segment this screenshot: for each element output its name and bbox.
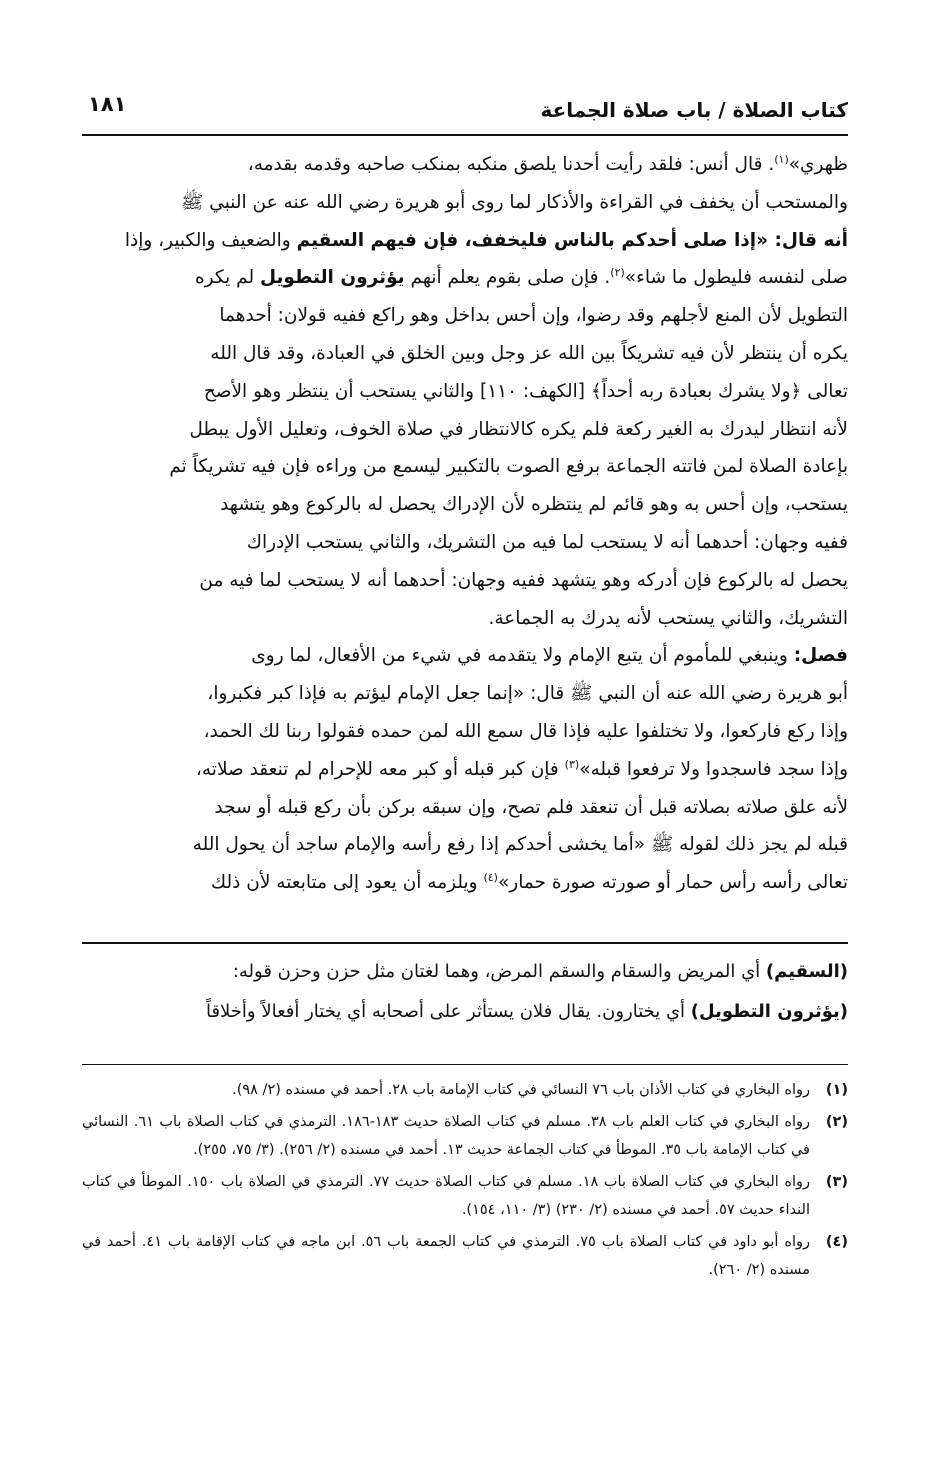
text-line: التطويل لأن المنع لأجلهم وقد رضوا، وإن أحس بداخل وهو راكع ففيه قولان: أحدهما <box>219 305 848 327</box>
footnote <box>82 1076 848 1105</box>
footnote-ref[interactable]: (٣) <box>564 757 580 771</box>
text-line: قبله لم يجز ذلك لقوله ﷺ «أما يخشى أحدكم إذا رفع رأسه والإمام ساجد أن يحول الله <box>192 834 848 856</box>
footnote-text: رواه البخاري في كتاب الصلاة باب ١٨. مسلم في كتاب الصلاة حديث ٧٧. الترمذي في الصلاة باب ١٥٠. الموطأ في كتاب النداء حديث ٥٧. أحمد في مسنده (٢/ ٢٣٠) (٣/ ١١٠، ١٥٤). <box>82 1173 810 1218</box>
text-line: ففيه وجهان: أحدهما أنه لا يستحب لما فيه من التشريك، والثاني يستحب الإدراك <box>246 531 848 553</box>
text-line: بإعادة الصلاة لمن فاتته الجماعة برفع الصوت بالتكبير ليسمع من وراءه فإن فيه تشريكاً ثم <box>169 456 848 478</box>
footnote-ref[interactable]: (٢) <box>610 266 625 280</box>
text-line: وإذا سجد فاسجدوا ولا ترفعوا قبله»$^{(٣)}$ فإن كبر قبله أو كبر معه للإحرام لم تنعقد صلاته، <box>195 757 848 780</box>
glossary-term: (السقيم) <box>765 961 848 982</box>
header-rule <box>82 134 848 136</box>
text-line: وإذا ركع فاركعوا، ولا تختلفوا عليه فإذا قال سمع الله لمن حمده فقولوا ربنا لك الحمد، <box>203 720 848 742</box>
footnote-number: (١) <box>825 1082 848 1098</box>
running-title: كتاب الصلاة / باب صلاة الجماعة <box>540 98 848 122</box>
footnote-text: رواه أبو داود في كتاب الصلاة باب ٧٥. الترمذي في كتاب الجمعة باب ٥٦. ابن ماجه في كتاب الإقامة باب ٤١. أحمد في مسنده (٢/ ٢٦٠). <box>82 1233 810 1278</box>
text-line: لأنه علق صلاته بصلاته قبل أن تنعقد فلم تصح، وإن سبقه بركن بأن ركع قبله أو سجد <box>214 796 848 818</box>
footnotes <box>82 1076 848 1288</box>
text-line: صلى لنفسه فليطول ما شاء»$^{(٢)}$. فإن صلى بقوم يعلم أنهم يؤثرون التطويل لم يكره <box>194 266 848 289</box>
footnote-number: (٤) <box>825 1233 848 1250</box>
glossary-entry: (السقيم) أي المريض والسقام والسقم المرض، وهما لغتان مثل حزن وحزن قوله: <box>232 961 848 982</box>
glossary-term: (يؤثرون التطويل) <box>690 1001 848 1022</box>
main-text <box>82 146 848 902</box>
footnote-number: (٢) <box>825 1113 848 1130</box>
text-line: والمستحب أن يخفف في القراءة والأذكار لما روى أبو هريرة رضي الله عنه عن النبي ﷺ <box>181 191 848 213</box>
text-line: ظهري»$^{(١)}$. قال أنس: فلقد رأيت أحدنا يلصق منكبه بمنكب صاحبه وقدمه بقدمه، <box>247 152 848 175</box>
glossary-term-ref: فإن فيهم السقيم <box>296 229 459 251</box>
glossary-separator <box>82 942 848 944</box>
text-line: أنه قال: «إذا صلى أحدكم بالناس فليخفف، فإن فيهم السقيم والضعيف والكبير، وإذا <box>124 229 848 251</box>
page-number: ١٨١ <box>88 92 127 116</box>
glossary <box>82 952 848 1032</box>
footnote-number: (٣) <box>825 1173 848 1190</box>
footnote <box>82 1168 848 1225</box>
text-line: يكره أن ينتظر لأن فيه تشريكاً بين الله عز وجل وبين الخلق في العبادة، وقد قال الله <box>210 342 848 364</box>
footnote-ref[interactable]: (٤) <box>483 870 498 884</box>
glossary-entry: (يؤثرون التطويل) أي يختارون. يقال فلان يستأثر على أصحابه أي يختار أفعالاً وأخلاقاً <box>205 1001 848 1022</box>
footnote-text: رواه البخاري في كتاب الأذان باب ٧٦ النسائي في كتاب الإمامة باب ٢٨. أحمد في مسنده (٢/ ٩٨). <box>232 1082 810 1098</box>
text-line: يحصل له بالركوع فإن أدركه وهو يتشهد ففيه وجهان: أحدهما أنه لا يستحب لما فيه من <box>199 569 848 591</box>
footnote <box>82 1228 848 1285</box>
text-line: فصل: وينبغي للمأموم أن يتبع الإمام ولا يتقدمه في شيء من الأفعال، لما روى <box>251 645 848 667</box>
text-line: لأنه انتظار ليدرك به الغير ركعة فلم يكره كالانتظار في صلاة الخوف، وتعليل الأول يبطل <box>189 418 848 440</box>
footnote-ref[interactable]: (١) <box>774 152 789 166</box>
footnote-separator <box>82 1064 848 1065</box>
glossary-term-ref: يؤثرون التطويل <box>259 267 405 289</box>
section-marker: فصل: <box>793 645 848 667</box>
text-line: تعالى رأسه رأس حمار أو صورته صورة حمار»$^{(٤)}$ ويلزمه أن يعود إلى متابعته لأن ذلك <box>210 870 848 894</box>
text-line: التشريك، والثاني يستحب لأنه يدرك به الجماعة. <box>488 607 848 629</box>
text-line: تعالى ﴿ولا يشرك بعبادة ربه أحداً﴾ [الكهف: ١١٠] والثاني يستحب أن ينتظر وهو الأصح <box>203 380 848 402</box>
page-header <box>82 92 848 132</box>
footnote <box>82 1108 848 1165</box>
text-line: يستحب، وإن أحس به وهو قائم لم ينتظره لأن الإدراك يحصل له بالركوع وهو يتشهد <box>220 494 848 516</box>
footnote-text: رواه البخاري في كتاب العلم باب ٣٨. مسلم في كتاب الصلاة حديث ١٨٣-١٨٦. الترمذي في كتاب الصلاة باب ٦١. النسائي في كتاب الإمامة باب ٣٥. الموطأ في كتاب الجماعة حديث ١٣. أحمد في مسنده (٢/ ٢٥٦). (٣/ ٧٥، ٢٥٥). <box>82 1113 810 1158</box>
text-line: أبو هريرة رضي الله عنه أن النبي ﷺ قال: «إنما جعل الإمام ليؤتم به فإذا كبر فكبروا، <box>207 683 848 705</box>
